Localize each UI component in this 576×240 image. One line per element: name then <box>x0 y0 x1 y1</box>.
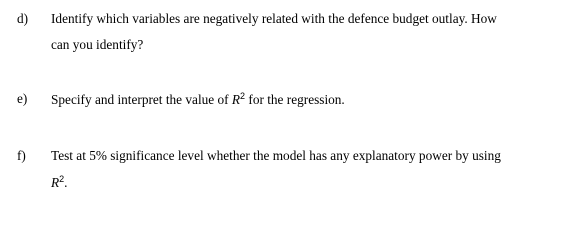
question-e-label: e) <box>17 91 28 106</box>
question-d-line-2: can you identify? <box>51 37 144 52</box>
question-f-line-1: Test at 5% significance level whether the model has any explanatory power by using <box>51 148 501 163</box>
r-squared-exponent: 2 <box>240 91 246 101</box>
question-d-line-1: Identify which variables are negatively related with the defence budget outlay. How <box>51 11 497 26</box>
question-e-text <box>51 91 345 108</box>
question-e-text-after: for the regression. <box>245 92 345 107</box>
question-f-label: f) <box>17 148 26 163</box>
question-d-label: d) <box>17 11 29 26</box>
r-squared-symbol: R <box>231 92 241 107</box>
r-squared-exponent: 2 <box>59 174 65 184</box>
question-f-line-2 <box>51 174 67 191</box>
question-e-text-before: Specify and interpret the value of <box>51 92 232 107</box>
r-squared-symbol: R <box>51 175 60 190</box>
question-f-line-2-suffix: . <box>64 175 68 190</box>
